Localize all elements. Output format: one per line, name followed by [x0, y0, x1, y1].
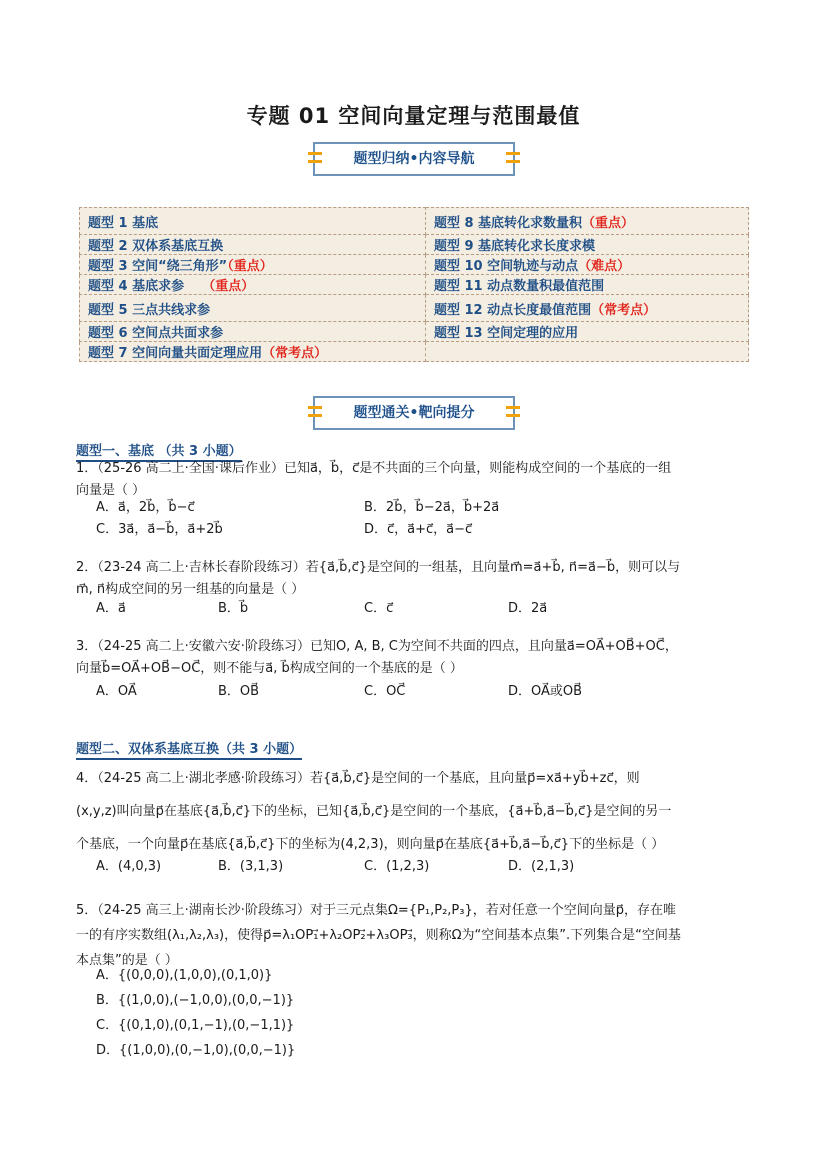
toc-item-8[interactable]: 题型 8 基底转化求数量积（重点） [425, 208, 748, 235]
option-d[interactable]: D．{(1,0,0),(0,−1,0),(0,0,−1)} [96, 1043, 296, 1058]
question-text: 5．（24-25 高三上·湖南长沙·阶段练习）对于三元点集Ω={P₁,P₂,P₃}，若对任意一个空间向量p⃗，存在唯 [76, 903, 676, 918]
question-text: 本点集”的是（ ） [76, 953, 178, 968]
question-text: 1．（25-26 高二上·全国·课后作业）已知a⃗，b⃗，c⃗是不共面的三个向量，则能构成空间的一个基底的一组 [76, 461, 672, 476]
question-4 [76, 762, 752, 861]
option-d[interactable]: D．OA⃗或OB⃗ [508, 684, 583, 699]
option-d[interactable]: D．(2,1,3) [508, 859, 575, 874]
toc-item-7[interactable]: 题型 7 空间向量共面定理应用（常考点） [80, 342, 426, 362]
banner-bar-icon [506, 160, 520, 163]
toc-item-1[interactable]: 题型 1 基底 [80, 208, 426, 235]
question-text: 一的有序实数组(λ₁,λ₂,λ₃)，使得p⃗=λ₁OP₁⃗+λ₂OP₂⃗+λ₃OP₃⃗，则称Ω为“空间基本点集”.下列集合是“空间基 [76, 928, 681, 943]
banner-bar-icon [308, 152, 322, 155]
option-c[interactable]: C．c⃗ [364, 601, 394, 616]
toc-item-9[interactable]: 题型 9 基底转化求长度求模 [425, 235, 748, 255]
page-title: 专题 01 空间向量定理与范围最值 [246, 104, 581, 128]
option-a[interactable]: A．(4,0,3) [96, 859, 162, 874]
toc-item-11[interactable]: 题型 11 动点数量积最值范围 [425, 275, 748, 295]
toc-item-13[interactable]: 题型 13 空间定理的应用 [425, 322, 748, 342]
question-text: (x,y,z)叫向量p⃗在基底{a⃗,b⃗,c⃗}下的坐标，已知{a⃗,b⃗,c⃗}是空间的一个基底，{a⃗+b⃗,a⃗−b⃗,c⃗}是空间的另一 [76, 804, 672, 819]
banner-bar-icon [506, 406, 520, 409]
banner-label: 题型归纳•内容导航 [353, 151, 475, 167]
section-heading-2: 题型二、双体系基底互换（共 3 小题） [76, 738, 302, 760]
section-heading-1: 题型一、基底 （共 3 小题） [76, 440, 242, 462]
banner-bar-icon [308, 414, 322, 417]
option-a[interactable]: A．{(0,0,0),(1,0,0),(0,1,0)} [96, 968, 273, 983]
section-banner-navigation [313, 142, 515, 176]
topic-table [79, 207, 749, 362]
question-1 [76, 458, 752, 502]
question-text: 4．（24-25 高二上·湖北孝感·阶段练习）若{a⃗,b⃗,c⃗}是空间的一个基底，且向量p⃗=xa⃗+yb⃗+zc⃗，则 [76, 771, 640, 786]
question-text: 3．（24-25 高二上·安徽六安·阶段练习）已知O, A, B, C为空间不共面的四点，且向量a⃗=OA⃗+OB⃗+OC⃗， [76, 639, 678, 654]
banner-bar-icon [506, 414, 520, 417]
question-5 [76, 898, 752, 973]
toc-item-2[interactable]: 题型 2 双体系基底互换 [80, 235, 426, 255]
option-c[interactable]: C．(1,2,3) [364, 859, 430, 874]
toc-item-5[interactable]: 题型 5 三点共线求参 [80, 295, 426, 322]
banner-bar-icon [506, 152, 520, 155]
option-a[interactable]: A．OA⃗ [96, 684, 137, 699]
toc-item-6[interactable]: 题型 6 空间点共面求参 [80, 322, 426, 342]
banner-bar-icon [308, 160, 322, 163]
option-c[interactable]: C．OC⃗ [364, 684, 406, 699]
question-text: 向量b⃗=OA⃗+OB⃗−OC⃗，则不能与a⃗, b⃗构成空间的一个基底的是（ ） [76, 661, 463, 676]
option-a[interactable]: A．a⃗ [96, 601, 126, 616]
toc-item-3[interactable]: 题型 3 空间“绕三角形”（重点） [80, 255, 426, 275]
question-text: 2．（23-24 高二上·吉林长春阶段练习）若{a⃗,b⃗,c⃗}是空间的一组基，且向量m⃗=a⃗+b⃗, n⃗=a⃗−b⃗，则可以与 [76, 560, 681, 575]
question-text: 个基底，一个向量p⃗在基底{a⃗,b⃗,c⃗}下的坐标为(4,2,3)，则向量p⃗在基底{a⃗+b⃗,a⃗−b⃗,c⃗}下的坐标是（ ） [76, 837, 665, 852]
toc-empty-cell [425, 342, 748, 362]
option-d[interactable]: D．c⃗，a⃗+c⃗，a⃗−c⃗ [364, 522, 473, 537]
option-b[interactable]: B．b⃗ [218, 601, 249, 616]
toc-item-10[interactable]: 题型 10 空间轨迹与动点（难点） [425, 255, 748, 275]
option-c[interactable]: C．3a⃗，a⃗−b⃗，a⃗+2b⃗ [96, 522, 223, 537]
option-b[interactable]: B．OB⃗ [218, 684, 260, 699]
banner-label: 题型通关•靶向提分 [353, 405, 475, 421]
toc-item-4[interactable]: 题型 4 基底求参 （重点） [80, 275, 426, 295]
option-b[interactable]: B．{(1,0,0),(−1,0,0),(0,0,−1)} [96, 993, 295, 1008]
toc-item-12[interactable]: 题型 12 动点长度最值范围（常考点） [425, 295, 748, 322]
question-3 [76, 636, 752, 680]
option-a[interactable]: A．a⃗，2b⃗，b⃗−c⃗ [96, 500, 195, 515]
section-banner-practice [313, 396, 515, 430]
question-text: m⃗, n⃗构成空间的另一组基的向量是（ ） [76, 582, 305, 597]
banner-bar-icon [308, 406, 322, 409]
question-2 [76, 557, 752, 601]
question-text: 向量是（ ） [76, 483, 146, 498]
option-d[interactable]: D．2a⃗ [508, 601, 548, 616]
option-c[interactable]: C．{(0,1,0),(0,1,−1),(0,−1,1)} [96, 1018, 295, 1033]
option-b[interactable]: B．2b⃗，b⃗−2a⃗，b⃗+2a⃗ [364, 500, 500, 515]
option-b[interactable]: B．(3,1,3) [218, 859, 284, 874]
